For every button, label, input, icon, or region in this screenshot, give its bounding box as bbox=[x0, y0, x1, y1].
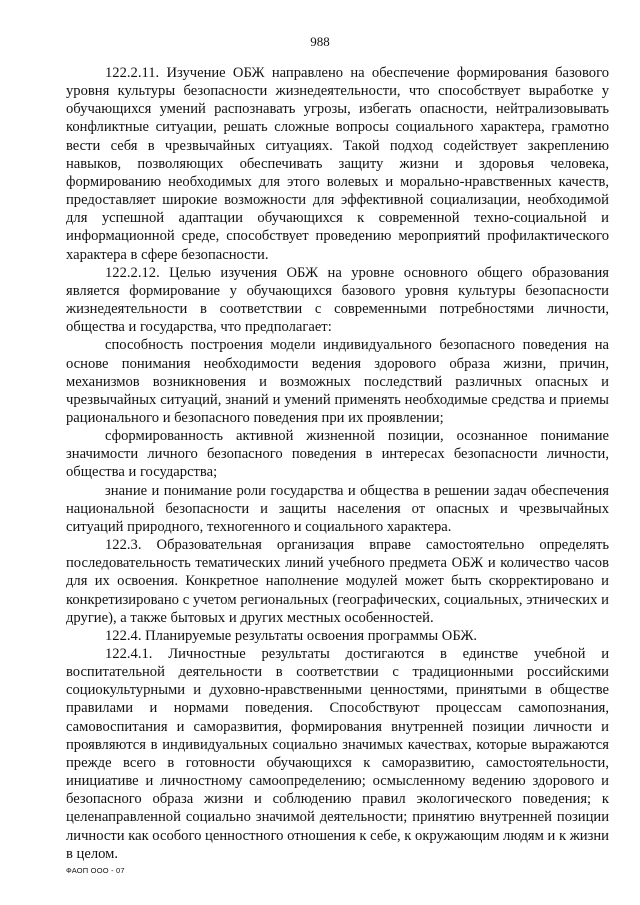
list-item-safe-behavior-model: способность построения модели индивидуального безопасного поведения на основе понимания необходимости ведения здорового образа жизни, причин, механизмов возникновения и возможных последствий различных опасных и чрезвычайных ситуаций, знаний и умений применять необходимые средства и приемы рационального и безопасного поведения при их проявлении; bbox=[66, 337, 609, 426]
paragraph-122-2-11: 122.2.11. Изучение ОБЖ направлено на обеспечение формирования базового уровня культуры безопасности жизнедеятельности, что способствует выработке у обучающихся умений распознавать угрозы, избегать опасности, нейтрализовывать конфликтные ситуации, решать сложные вопросы социального характера, грамотно вести себя в чрезвычайных ситуациях. Такой подход содействует закреплению навыков, позволяющих обеспечивать защиту жизни и здоровья человека, формированию необходимых для этого волевых и морально-нравственных качеств, предоставляет широкие возможности для эффективной социализации, необходимой для успешной адаптации обучающихся к современной техно-социальной и информационной среде, способствует проведению мероприятий профилактического характера в сфере безопасности. bbox=[66, 65, 609, 263]
paragraph-122-2-12: 122.2.12. Целью изучения ОБЖ на уровне основного общего образования является формирование у обучающихся базового уровня культуры безопасности жизнедеятельности в соответствии с современными потребностями личности, общества и государства, что предполагает: bbox=[66, 264, 609, 336]
list-item-active-life-position: сформированность активной жизненной позиции, осознанное понимание значимости личного безопасного поведения в интересах безопасности личности, общества и государства; bbox=[66, 428, 609, 481]
paragraph-122-4-1: 122.4.1. Личностные результаты достигаются в единстве учебной и воспитательной деятельности в соответствии с традиционными российскими социокультурными и духовно-нравственными ценностями, принятыми в обществе правилами и нормами поведения. Способствуют процессам самопознания, самовоспитания и саморазвития, формирования внутренней позиции личности и проявляются в индивидуальных социально значимых качествах, которые выражаются прежде всего в готовности обучающихся к саморазвитию, самостоятельности, инициативе и личностному самоопределению; осмысленному ведению здорового и безопасного образа жизни и соблюдению правил экологического поведения; к целенаправленной социально значимой деятельности; принятию внутренней позиции личности как особого ценностного отношения к себе, к окружающим людям и к жизни в целом. bbox=[66, 646, 609, 862]
paragraph-122-3: 122.3. Образовательная организация вправе самостоятельно определять последовательность тематических линий учебного предмета ОБЖ и количество часов для их освоения. Конкретное наполнение модулей может быть скорректировано и конкретизировано с учетом региональных (географических, социальных, этнических и другие), а также бытовых и других местных особенностей. bbox=[66, 537, 609, 626]
footer-document-code: ФАОП ООО - 07 bbox=[66, 866, 125, 875]
page-number: 988 bbox=[310, 34, 330, 49]
list-item-state-society-role: знание и понимание роли государства и общества в решении задач обеспечения национальной безопасности и защиты населения от опасных и чрезвычайных ситуаций природного, техногенного и социального характера. bbox=[66, 482, 609, 535]
paragraph-122-4: 122.4. Планируемые результаты освоения программы ОБЖ. bbox=[105, 627, 478, 644]
document-body bbox=[66, 64, 609, 863]
